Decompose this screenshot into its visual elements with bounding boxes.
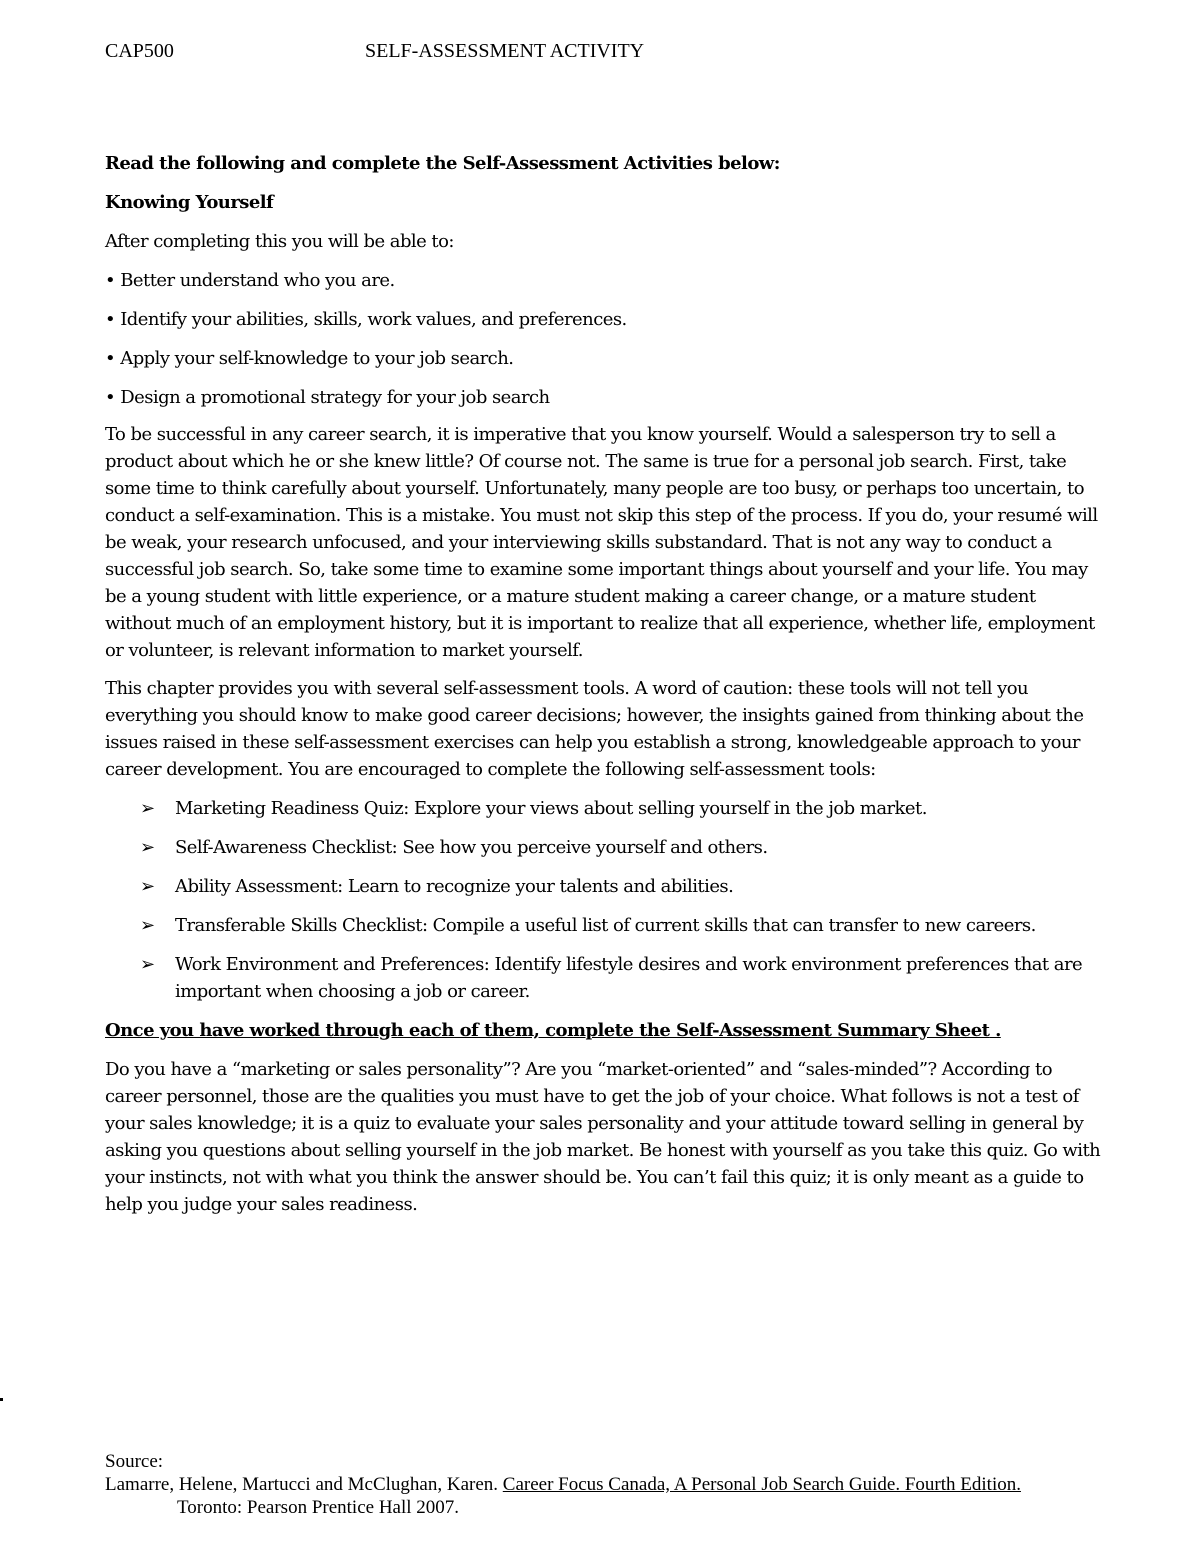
tool-item [105,834,1105,861]
tool-item [105,951,1105,1005]
arrow-bullet-icon: ➢ [140,837,155,858]
source-book-title: Career Focus Canada, A Personal Job Search Guide. Fourth Edition. [502,1474,1021,1495]
document-title: SELF-ASSESSMENT ACTIVITY [365,40,645,62]
arrow-bullet-icon: ➢ [140,798,155,819]
intro-heading: Read the following and complete the Self-Assessment Activities below: [105,153,780,174]
tool-item-text: Marketing Readiness Quiz: Explore your views about selling yourself in the job market. [175,798,927,819]
tool-item [105,795,1105,822]
tool-item [105,912,1105,939]
tool-item-text: Self-Awareness Checklist: See how you perceive yourself and others. [175,837,768,858]
source-citation [105,1474,1021,1496]
course-code: CAP500 [105,40,174,62]
objective-item: • Apply your self-knowledge to your job search. [105,348,514,369]
intro-paragraph: To be successful in any career search, it is imperative that you know yourself. Would a salesperson try to sell a product about which he or she knew little? Of course not. The same is true for a personal job search. First, take some time to think carefully about yourself. Unfortunately, many people are too busy, or perhaps too uncertain, to conduct a self-examination. This is a mistake. You must not skip this step of the process. If you do, your resumé will be weak, your research unfocused, and your interviewing skills substandard. That is not any way to conduct a successful job search. So, take some time to examine some important things about yourself and your life. You may be a young student with little experience, or a mature student making a career change, or a mature student without much of an employment history, but it is important to realize that all experience, whether life, employment or volunteer, is relevant information to market yourself. [105,424,1098,661]
quiz-paragraph: Do you have a “marketing or sales personality”? Are you “market-oriented” and “sales-minded”? According to career personnel, those are the qualities you must have to get the job of your choice. What follows is not a test of your sales knowledge; it is a quiz to evaluate your sales personality and your attitude toward selling in general by asking you questions about selling yourself in the job market. Be honest with yourself as you take this quiz. Go with your instincts, not with what you think the answer should be. You can’t fail this quiz; it is only meant as a guide to help you judge your sales readiness. [105,1059,1101,1215]
summary-instruction-end: . [989,1020,1001,1041]
summary-instruction [105,1017,1105,1044]
tools-paragraph: This chapter provides you with several self-assessment tools. A word of caution: these tools will not tell you everything you should know to make good career decisions; however, the insights gained from thinking about the issues raised in these self-assessment exercises can help you establish a strong, knowledgeable approach to your career development. You are encouraged to complete the following self-assessment tools: [105,678,1084,780]
tools-list [105,795,1105,1005]
source-authors: Lamarre, Helene, Martucci and McClughan, Karen. [105,1474,503,1495]
document-body [105,150,1105,1229]
arrow-bullet-icon: ➢ [140,954,155,975]
objective-item: • Better understand who you are. [105,270,395,291]
source-publisher: Toronto: Pearson Prentice Hall 2007. [177,1497,460,1518]
summary-instruction-text: Once you have worked through each of them, complete the Self-Assessment Summary Sheet [105,1020,990,1041]
tool-item-text: Transferable Skills Checklist: Compile a useful list of current skills that can transfer to new careers. [175,915,1036,936]
objective-item: • Identify your abilities, skills, work values, and preferences. [105,309,627,330]
source-label: Source: [105,1451,164,1472]
section-heading: Knowing Yourself [105,192,274,213]
tool-item-text: Ability Assessment: Learn to recognize your talents and abilities. [175,876,734,897]
objectives-lead: After completing this you will be able to: [105,231,454,252]
objective-item: • Design a promotional strategy for your job search [105,387,550,408]
tool-item [105,873,1105,900]
arrow-bullet-icon: ➢ [140,876,155,897]
arrow-bullet-icon: ➢ [140,915,155,936]
tool-item-text: Work Environment and Preferences: Identify lifestyle desires and work environment preferences that are important when choosing a job or career. [175,954,1083,1002]
stray-mark [0,1398,3,1401]
